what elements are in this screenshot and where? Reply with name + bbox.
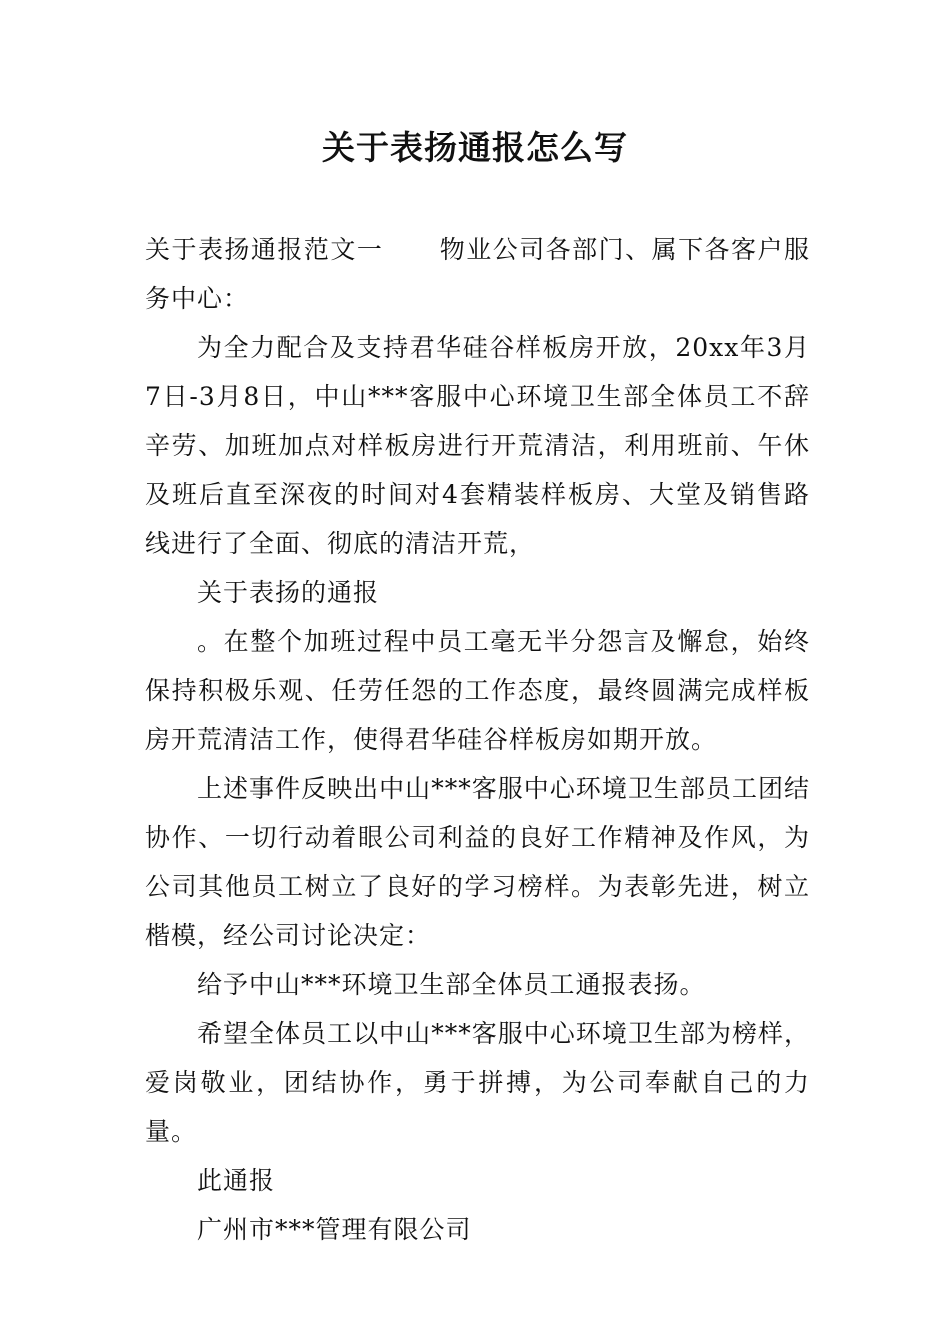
paragraph-event: 为全力配合及支持君华硅谷样板房开放，20xx年3月7日-3月8日，中山***客服中心环境卫生部全体员工不辞辛劳、加班加点对样板房进行开荒清洁，利用班前、午休及班后直至深夜的时间对4套精装样板房、大堂及销售路线进行了全面、彻底的清洁开荒， [145,333,810,558]
paragraph-hope: 希望全体员工以中山***客服中心环境卫生部为榜样，爱岗敬业，团结协作，勇于拼搏，为公司奉献自己的力量。 [145,1019,810,1146]
addressee: 物业公司各部门、属下各客户服务中心： [145,235,810,313]
intro-paragraph [145,225,810,323]
intro-label: 关于表扬通报范文一 [145,235,384,264]
paragraph-attitude: 。在整个加班过程中员工毫无半分怨言及懈怠，始终保持积极乐观、任劳任怨的工作态度，最终圆满完成样板房开荒清洁工作，使得君华硅谷样板房如期开放。 [145,627,810,754]
paragraph-subheading: 关于表扬的通报 [197,578,380,607]
paragraph-decision: 给予中山***环境卫生部全体员工通报表扬。 [197,970,706,999]
signature-company: 广州市***管理有限公司 [197,1215,472,1244]
document-body [145,225,810,1254]
closing-notice: 此通报 [197,1166,276,1195]
document-title: 关于表扬通报怎么写 [322,128,628,167]
paragraph-reflection: 上述事件反映出中山***客服中心环境卫生部员工团结协作、一切行动着眼公司利益的良好工作精神及作风，为公司其他员工树立了良好的学习榜样。为表彰先进，树立楷模，经公司讨论决定： [145,774,810,950]
